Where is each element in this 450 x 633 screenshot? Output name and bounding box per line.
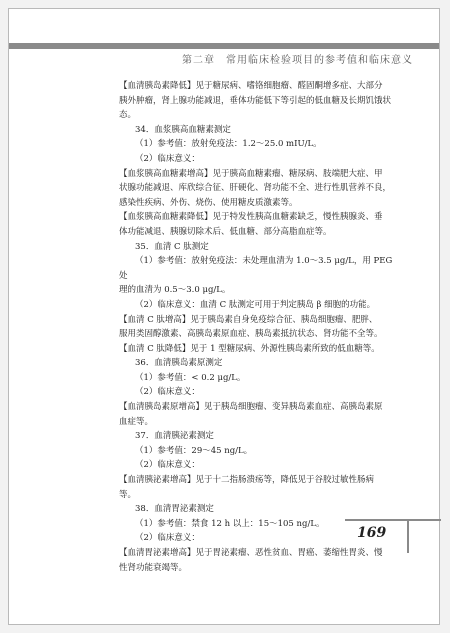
text-line: 感染性疾病、外伤、烧伤、使用糖皮质激素等。	[119, 197, 298, 208]
text-line: 36．血清胰岛素原测定	[135, 358, 223, 369]
text-line: 【血浆胰高血糖素增高】见于胰高血糖素瘤、糖尿病、肢端肥大症、甲	[119, 168, 383, 179]
text-line: 性肾功能衰竭等。	[119, 562, 188, 573]
text-line: （1）参考值：禁食 12 h 以上：15～105 ng/L。	[135, 518, 325, 529]
book-page	[8, 8, 440, 625]
text-line: 血症等。	[119, 416, 154, 427]
text-line: （2）临床意义：	[135, 533, 200, 544]
text-line: 【血清胰岛素降低】见于糖尿病、嗜铬细胞瘤、醛固酮增多症、大部分	[119, 81, 383, 91]
text-line: 34．血浆胰高血糖素测定	[135, 124, 231, 135]
text-line: （1）参考值：< 0.2 μg/L。	[135, 372, 246, 383]
text-line: （1）参考值：29～45 ng/L。	[135, 445, 253, 456]
text-line: （2）临床意义：	[135, 387, 200, 398]
text-line: 理的血清为 0.5～3.0 μg/L。	[119, 285, 231, 296]
text-line: 态。	[119, 110, 137, 121]
text-line: 等。	[119, 489, 137, 500]
page-number-block	[345, 519, 405, 559]
text-line: 胰外肿瘤，肾上腺功能减退，垂体功能低下等引起的低血糖及长期饥饿状	[119, 95, 392, 106]
page-number-rule-v	[407, 519, 409, 553]
body-text	[119, 79, 395, 575]
header-rule	[9, 43, 439, 49]
text-line: 38．血清胃泌素测定	[135, 504, 214, 515]
text-line: （2）临床意义：	[135, 460, 200, 471]
text-line: 状腺功能减退、库欣综合征、肝硬化、肾功能不全、进行性肌营养不良，	[119, 183, 392, 194]
text-line: 【血清胃泌素增高】见于胃泌素瘤、恶性贫血、胃癌、萎缩性胃炎、慢	[119, 548, 383, 558]
page-number-rule-h	[345, 519, 441, 521]
text-line: 【血清胰岛素原增高】见于胰岛细胞瘤、变异胰岛素血症、高胰岛素原	[119, 402, 383, 413]
text-line: 服用类固醇激素、高胰岛素原血症、胰岛素抵抗状态、肾功能不全等。	[119, 329, 383, 340]
text-line: 【血清 C 肽增高】见于胰岛素自身免疫综合征、胰岛细胞瘤、肥胖、	[119, 314, 378, 325]
text-line: 【血清 C 肽降低】见于 1 型糖尿病、外源性胰岛素所致的低血糖等。	[119, 343, 380, 354]
text-line: 37．血清胰泌素测定	[135, 431, 214, 442]
text-line: （1）参考值：放射免疫法：未处理血清为 1.0～3.5 μg/L，用 PEG 处	[119, 256, 393, 281]
text-line: 【血清胰泌素增高】见于十二指肠溃疡等，降低见于谷胶过敏性肠病	[119, 475, 375, 486]
text-line: （2）临床意义：血清 C 肽测定可用于判定胰岛 β 细胞的功能。	[135, 299, 376, 310]
chapter-header: 第二章 常用临床检验项目的参考值和临床意义	[182, 55, 413, 66]
text-line: （2）临床意义：	[135, 153, 200, 164]
page-number: 169	[357, 525, 387, 541]
text-line: （1）参考值：放射免疫法：1.2～25.0 mIU/L。	[135, 139, 322, 150]
text-line: 【血浆胰高血糖素降低】见于特发性胰高血糖素缺乏，慢性胰腺炎、垂	[119, 212, 383, 223]
text-line: 35．血清 C 肽测定	[135, 241, 209, 252]
text-line: 体功能减退、胰腺切除术后、低血糖、部分高脂血症等。	[119, 226, 332, 237]
